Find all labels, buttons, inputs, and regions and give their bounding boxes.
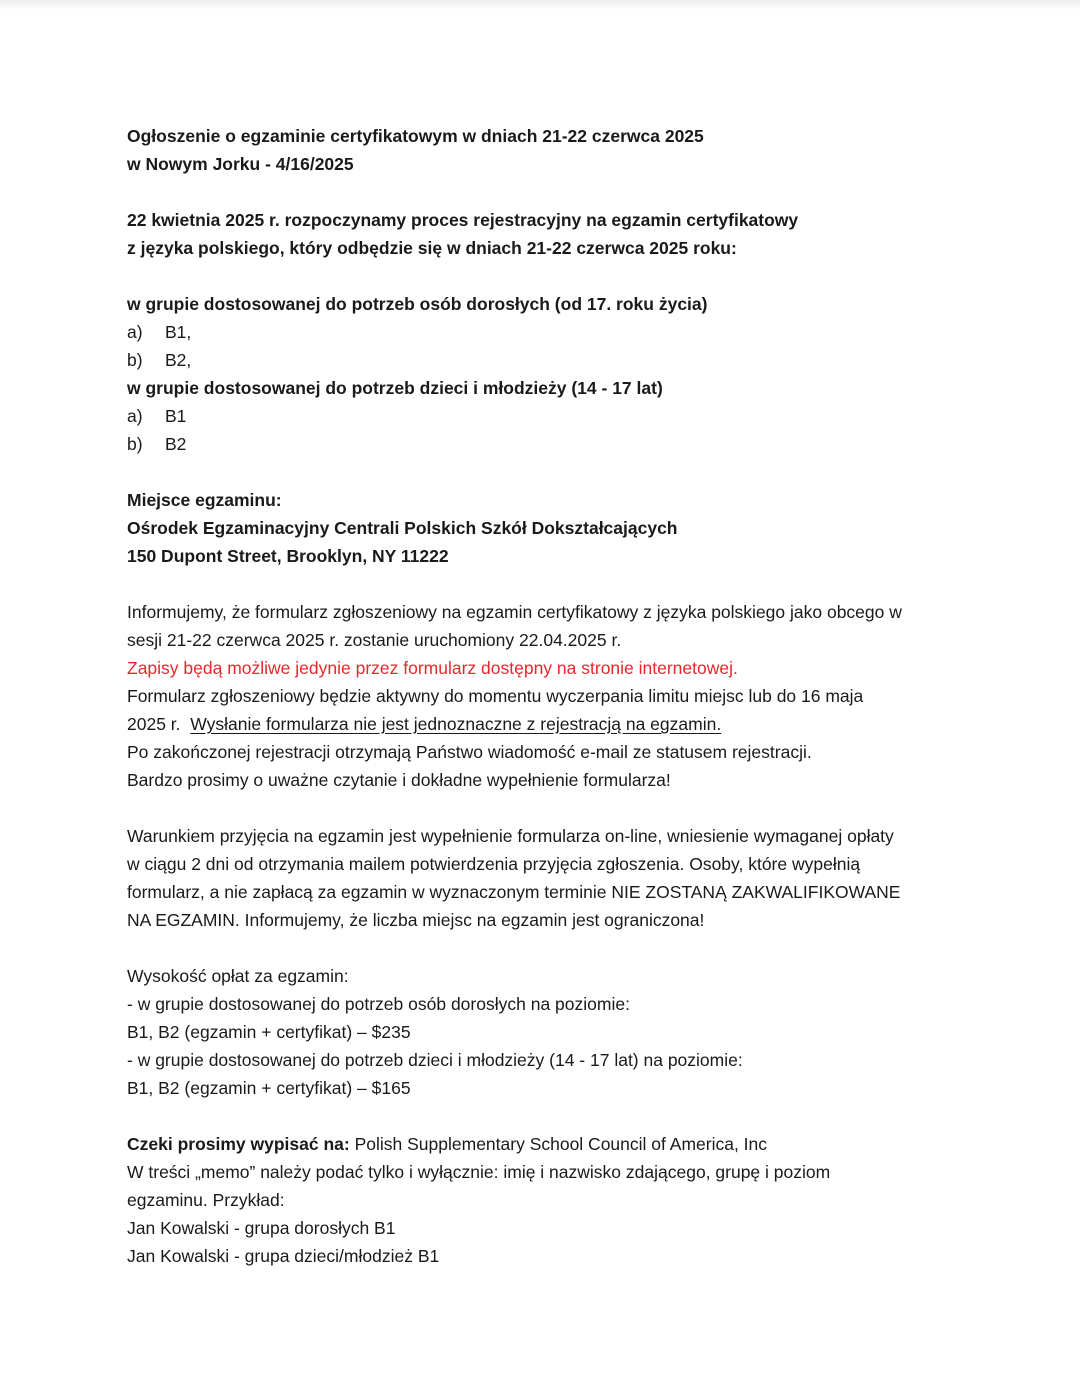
list-marker: a): [127, 322, 143, 342]
online-form-notice: Zapisy będą możliwe jedynie przez formularz dostępny na stronie internetowej.: [127, 658, 738, 678]
list-item: [127, 346, 967, 374]
conditions-line-3: formularz, a nie zapłacą za egzamin w wyznaczonym terminie NIE ZOSTANĄ ZAKWALIFIKOWANE: [127, 882, 901, 902]
intro-line-2: z języka polskiego, który odbędzie się w dniach 21-22 czerwca 2025 roku:: [127, 238, 737, 258]
list-item: [127, 318, 967, 346]
info-line-2: sesji 21-22 czerwca 2025 r. zostanie uruchomiony 22.04.2025 r.: [127, 630, 622, 650]
fees-adult-amount: B1, B2 (egzamin + certyfikat) – $235: [127, 1022, 411, 1042]
info-line-5-prefix: 2025 r.: [127, 714, 191, 734]
checks-payee-line: [127, 1130, 967, 1158]
intro-line-1: 22 kwietnia 2025 r. rozpoczynamy proces rejestracyjny na egzamin certyfikatowy: [127, 210, 799, 230]
list-item: [127, 402, 967, 430]
exam-location-name: Ośrodek Egzaminacyjny Centrali Polskich Szkół Dokształcających: [127, 518, 678, 538]
registration-disclaimer: Wysłanie formularza nie jest jednoznaczne z rejestracją na egzamin.: [190, 714, 722, 734]
list-marker: b): [127, 434, 143, 454]
memo-line-1: W treści „memo” należy podać tylko i wyłącznie: imię i nazwisko zdającego, grupę i poziom: [127, 1162, 831, 1182]
memo-example-1: Jan Kowalski - grupa dorosłych B1: [127, 1218, 396, 1238]
info-line-7: Bardzo prosimy o uważne czytanie i dokładne wypełnienie formularza!: [127, 770, 671, 790]
info-line-4: Formularz zgłoszeniowy będzie aktywny do momentu wyczerpania limitu miejsc lub do 16 maja: [127, 686, 864, 706]
fees-heading: Wysokość opłat za egzamin:: [127, 966, 349, 986]
announcement-title-line-1: Ogłoszenie o egzaminie certyfikatowym w dniach 21-22 czerwca 2025: [127, 126, 704, 146]
youth-group-heading: w grupie dostosowanej do potrzeb dzieci i młodzieży (14 - 17 lat): [127, 378, 663, 398]
list-marker: b): [127, 350, 143, 370]
memo-line-2: egzaminu. Przykład:: [127, 1190, 285, 1210]
info-line-1: Informujemy, że formularz zgłoszeniowy na egzamin certyfikatowy z języka polskiego jako obcego w: [127, 602, 902, 622]
fees-adult-label: - w grupie dostosowanej do potrzeb osób dorosłych na poziomie:: [127, 994, 630, 1014]
conditions-line-1: Warunkiem przyjęcia na egzamin jest wypełnienie formularza on-line, wniesienie wymaganej opłaty: [127, 826, 894, 846]
memo-example-2: Jan Kowalski - grupa dzieci/młodzież B1: [127, 1246, 440, 1266]
exam-location-address: 150 Dupont Street, Brooklyn, NY 11222: [127, 546, 449, 566]
list-item-text: B2,: [165, 350, 192, 370]
list-item-text: B2: [165, 434, 187, 454]
checks-label: Czeki prosimy wypisać na:: [127, 1134, 350, 1154]
conditions-line-2: w ciągu 2 dni od otrzymania mailem potwierdzenia przyjęcia zgłoszenia. Osoby, które wypełnią: [127, 854, 861, 874]
list-item-text: B1,: [165, 322, 192, 342]
document-page: [127, 122, 967, 1270]
fees-youth-label: - w grupie dostosowanej do potrzeb dzieci i młodzieży (14 - 17 lat) na poziomie:: [127, 1050, 743, 1070]
page-top-edge: [0, 0, 1080, 10]
list-item: [127, 430, 967, 458]
fees-youth-amount: B1, B2 (egzamin + certyfikat) – $165: [127, 1078, 411, 1098]
conditions-line-4: NA EGZAMIN. Informujemy, że liczba miejsc na egzamin jest ograniczona!: [127, 910, 705, 930]
adult-group-heading: w grupie dostosowanej do potrzeb osób dorosłych (od 17. roku życia): [127, 294, 708, 314]
announcement-title-line-2: w Nowym Jorku - 4/16/2025: [127, 154, 354, 174]
info-line-5: [127, 710, 967, 738]
checks-payee: Polish Supplementary School Council of America, Inc: [349, 1134, 768, 1154]
exam-location-label: Miejsce egzaminu:: [127, 490, 282, 510]
list-item-text: B1: [165, 406, 187, 426]
list-marker: a): [127, 406, 143, 426]
info-line-6: Po zakończonej rejestracji otrzymają Państwo wiadomość e-mail ze statusem rejestracji.: [127, 742, 812, 762]
